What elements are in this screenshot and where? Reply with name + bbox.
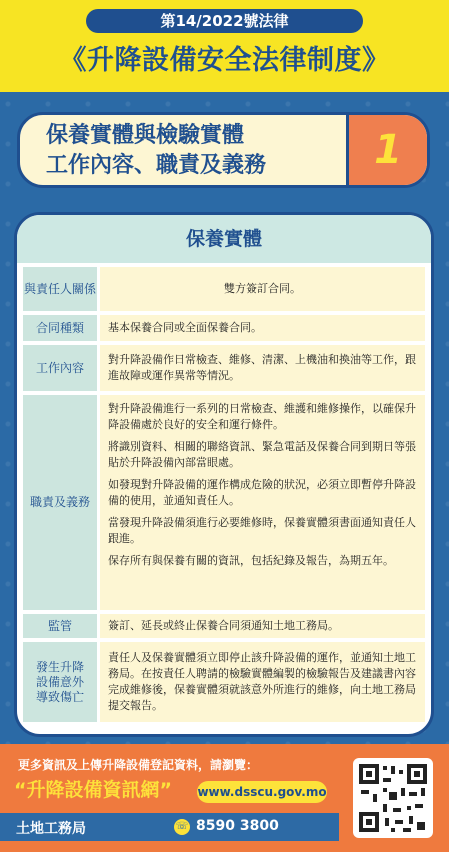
section-title: [46, 121, 356, 181]
qr-code-icon: [353, 758, 433, 838]
card-title: 保養實體: [17, 215, 431, 265]
row-value: [100, 315, 425, 341]
duty-item: 如發現對升降設備的運作構成危險的狀況，必須立即暫停升降設備的使用，並通知責任人。: [108, 478, 416, 507]
row-text: 基本保養合同或全面保養合同。: [108, 321, 262, 334]
row-text: 責任人及保養實體須立即停止該升降設備的運作，並通知土地工務局。在按責任人聘請的檢驗實體編製的檢驗報告及建議書內容完成維修後，保養實體須就該意外所進行的維修，向土地工務局提交報告。: [108, 651, 416, 712]
site-url-link[interactable]: www.dsscu.gov.mo: [197, 781, 327, 803]
department-name: 土地工務局: [16, 821, 86, 837]
footer: [0, 744, 449, 852]
site-name: “升降設備資訊網”: [14, 779, 172, 801]
row-value: [100, 345, 425, 391]
row-value: [100, 614, 425, 638]
row-label: 職責及義務: [23, 395, 97, 610]
section-number: 1: [346, 115, 427, 185]
row-label: 發生升降設備意外導致傷亡: [23, 642, 97, 722]
row-label: 監管: [23, 614, 97, 638]
row-label: 合同種類: [23, 315, 97, 341]
row-work-content: [23, 345, 425, 391]
duty-item: 保存所有與保養有關的資訊，包括紀錄及報告，為期五年。: [108, 554, 394, 567]
phone-number: 8590 3800: [196, 818, 279, 834]
phone-icon: ☏: [174, 819, 190, 835]
row-text: 對升降設備作日常檢查、維修、清潔、上機油和換油等工作，跟進故障或運作異常等情況。: [108, 353, 416, 382]
section-title-line1: 保養實體與檢驗實體: [46, 123, 245, 148]
row-label: 工作內容: [23, 345, 97, 391]
top-banner: [0, 0, 449, 92]
law-number: 第14/2022號法律: [86, 9, 363, 33]
row-duties: [23, 395, 425, 610]
row-value: [100, 642, 425, 722]
duty-item: 將識別資料、相關的聯絡資訊、緊急電話及保養合同到期日等張貼於升降設備內部當眼處。: [108, 440, 416, 469]
row-label: 與責任人關係: [23, 267, 97, 311]
section-title-line2: 工作內容、職責及義務: [46, 153, 267, 178]
section-header: [17, 112, 430, 188]
row-accident: [23, 642, 425, 722]
more-info-text: 更多資訊及上傳升降設備登記資料，請瀏覽：: [18, 758, 259, 772]
qr-code[interactable]: [353, 758, 433, 838]
duty-item: 當發現升降設備須進行必要維修時，保養實體須書面通知責任人跟進。: [108, 516, 416, 545]
row-contract-type: [23, 315, 425, 341]
row-relationship: [23, 267, 425, 311]
duty-item: 對升降設備進行一系列的日常檢查、維護和維修操作，以確保升降設備處於良好的安全和運行條件。: [108, 402, 416, 431]
row-text: 簽訂、延長或終止保養合同須通知土地工務局。: [108, 619, 339, 632]
row-value: [100, 267, 425, 311]
row-value: [100, 395, 425, 610]
row-text: 雙方簽訂合同。: [224, 282, 301, 295]
footer-contact-bar: [0, 813, 339, 841]
law-title: 《升降設備安全法律制度》: [59, 45, 390, 76]
row-supervision: [23, 614, 425, 638]
maintenance-entity-card: [14, 212, 434, 737]
